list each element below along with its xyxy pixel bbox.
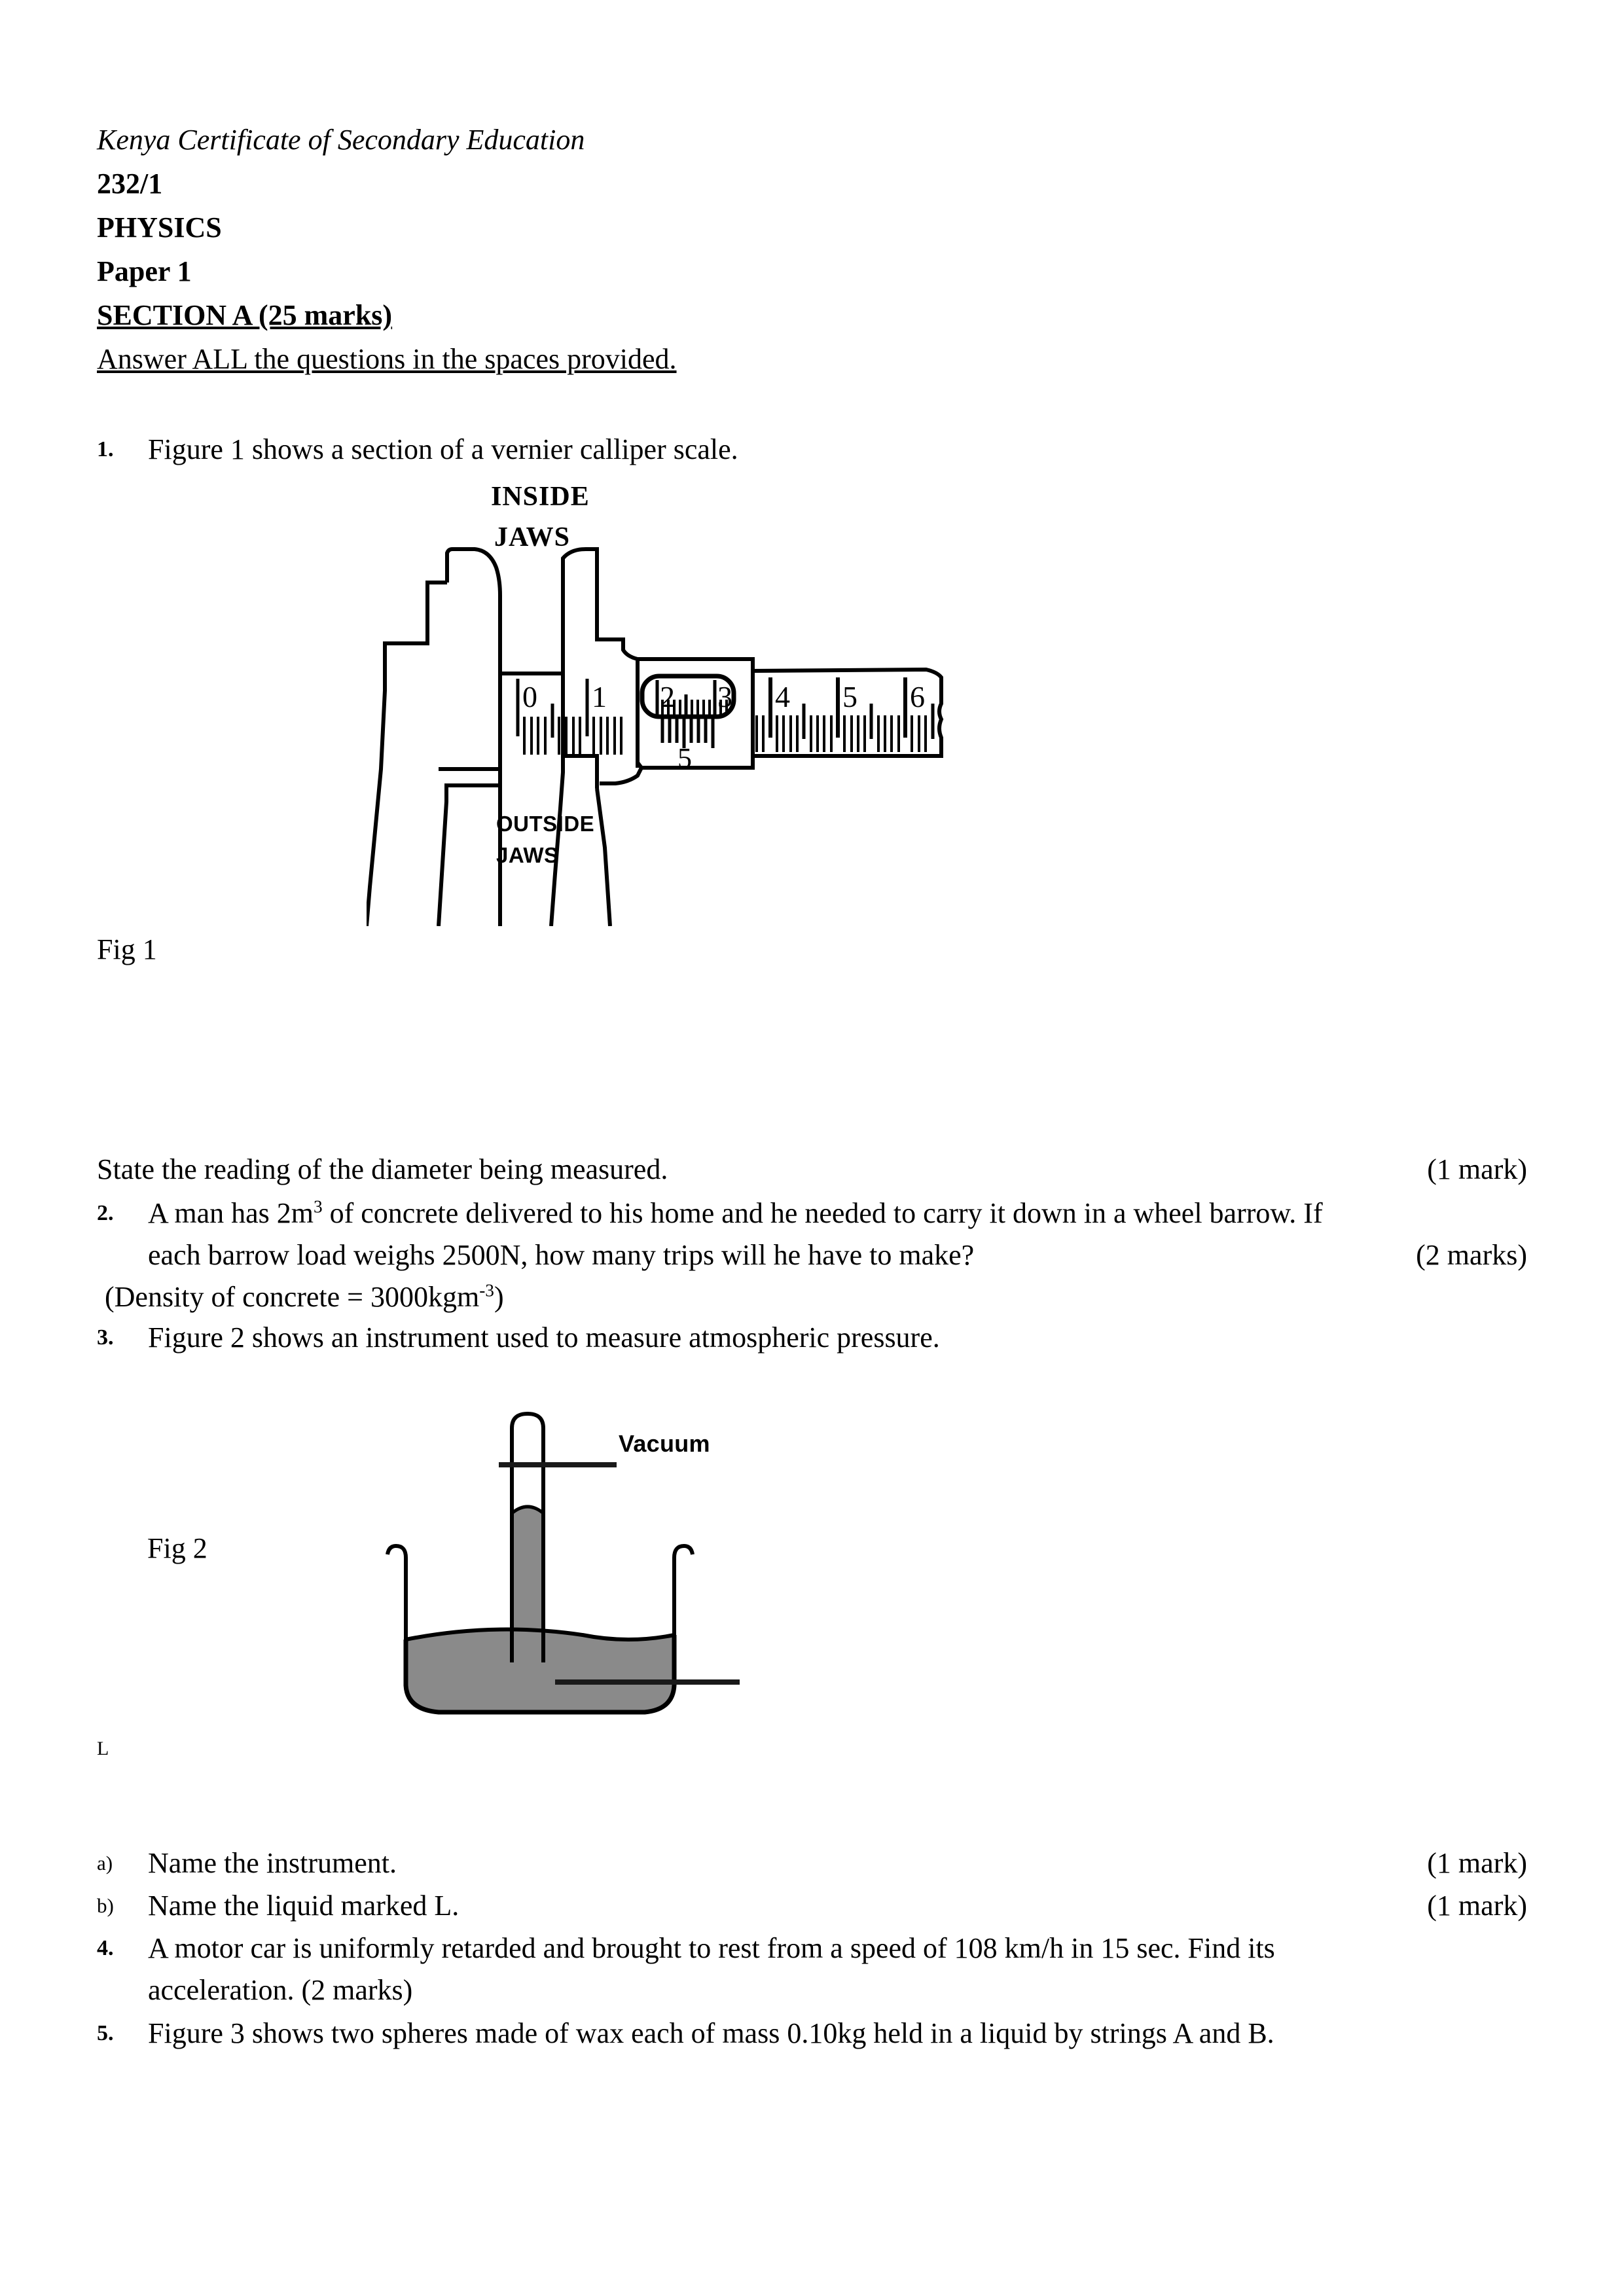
question-4-line-2: acceleration. (2 marks) <box>148 1974 413 2006</box>
outside-jaws-label-line1: OUTSIDE <box>496 812 595 836</box>
question-1-followup <box>97 1149 1527 1191</box>
question-4-number: 4. <box>97 1936 114 1960</box>
inside-jaws-label-line1: INSIDE <box>491 482 590 512</box>
vernier-calliper-drawing <box>367 481 995 926</box>
mercury-column <box>512 1511 543 1661</box>
question-3-part-b <box>97 1885 1527 1927</box>
vacuum-label: Vacuum <box>619 1430 710 1457</box>
page-header <box>97 118 1144 381</box>
exam-body-title: Kenya Certificate of Secondary Education <box>97 124 585 156</box>
trough-rim-right <box>674 1546 693 1635</box>
question-2-number: 2. <box>97 1201 114 1225</box>
paper-code: 232/1 <box>97 168 163 200</box>
main-scale-tick-2: 2 <box>660 680 675 713</box>
vernier-scale-label: 5 <box>677 742 692 774</box>
question-3-number: 3. <box>97 1325 114 1350</box>
liquid-marker-label: L <box>97 1738 109 1759</box>
paper-number: Paper 1 <box>97 255 192 287</box>
trough-rim-left <box>388 1546 406 1640</box>
figure-2-barometer <box>367 1388 825 1728</box>
barometer-drawing <box>367 1388 825 1728</box>
question-4-line-1: A motor car is uniformly retarded and brought to rest from a speed of 108 km/h in 15 sec. Find its <box>148 1932 1275 1964</box>
question-3-part-a <box>97 1842 1527 1884</box>
question-2 <box>97 1193 1527 1276</box>
question-5 <box>97 2013 1527 2054</box>
main-scale-tick-4: 4 <box>775 680 790 713</box>
inside-jaws-label-line2: JAWS <box>494 522 571 552</box>
figure-1-caption: Fig 1 <box>97 933 157 965</box>
question-1-followup-text: State the reading of the diameter being measured. <box>97 1153 668 1185</box>
density-exponent: -3 <box>479 1280 494 1300</box>
question-1 <box>97 429 1210 471</box>
main-scale-tick-3: 3 <box>717 680 732 713</box>
question-5-number: 5. <box>97 2021 114 2045</box>
question-3-part-a-label: a) <box>97 1852 113 1874</box>
main-scale-tick-6: 6 <box>910 680 925 713</box>
question-3 <box>97 1317 1527 1359</box>
question-3-part-a-text: Name the instrument. <box>148 1847 397 1879</box>
question-1-followup-marks: (1 mark) <box>1427 1153 1527 1185</box>
question-3-part-b-marks: (1 mark) <box>1427 1890 1527 1922</box>
question-3-part-b-text: Name the liquid marked L. <box>148 1890 460 1922</box>
outside-jaws-label-line2: JAWS <box>496 843 559 867</box>
main-scale-tick-5: 5 <box>842 680 857 713</box>
question-3-part-b-row <box>148 1885 1527 1927</box>
question-2-body <box>148 1193 1527 1276</box>
question-2-volume-exponent: 3 <box>313 1196 323 1217</box>
question-3-part-a-row <box>148 1842 1527 1884</box>
question-3-part-b-label: b) <box>97 1894 114 1917</box>
main-scale-tick-0: 0 <box>522 680 537 713</box>
question-2-line-1: A man has $2m^3$ of concrete delivered to his home and he needed to carry it down in a wheel barrow. If <box>148 1196 1323 1229</box>
question-3-part-a-marks: (1 mark) <box>1427 1847 1527 1879</box>
figure-1-vernier-calliper <box>367 481 995 926</box>
main-scale-tick-1: 1 <box>592 680 607 713</box>
question-2-line-2: (2 marks) each barrow load weighs 2500N, how many trips will he have to make? <box>148 1234 1527 1276</box>
section-heading: SECTION A (25 marks) <box>97 299 393 331</box>
question-4-body <box>148 1928 1527 2011</box>
question-1-followup-row <box>97 1149 1527 1191</box>
question-1-number: 1. <box>97 437 114 461</box>
answer-instruction: Answer ALL the questions in the spaces provided. <box>97 343 677 375</box>
figure-2-caption: Fig 2 <box>147 1532 208 1564</box>
question-4 <box>97 1928 1527 2011</box>
question-1-text: Figure 1 shows a section of a vernier calliper scale. <box>148 433 738 465</box>
question-2-density-note: (Density of concrete = 3000kgm$^{-3}$) <box>105 1280 504 1313</box>
subject-title: PHYSICS <box>97 211 222 243</box>
question-5-text: Figure 3 shows two spheres made of wax each of mass 0.10kg held in a liquid by strings A and B. <box>148 2017 1274 2049</box>
question-3-text: Figure 2 shows an instrument used to measure atmospheric pressure. <box>148 1321 940 1354</box>
question-2-marks: (2 marks) <box>1416 1239 1527 1271</box>
